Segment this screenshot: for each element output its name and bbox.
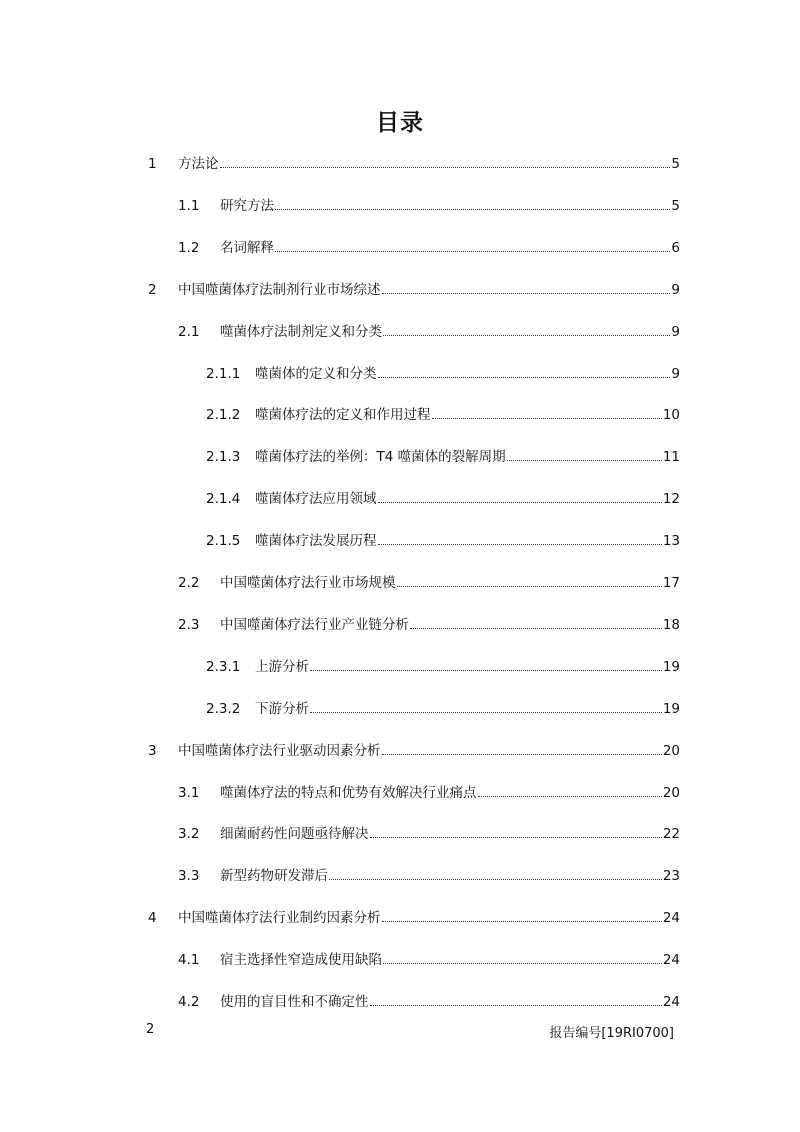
toc-entry-page: 24	[662, 994, 680, 1010]
toc-entry-page: 5	[671, 197, 680, 214]
toc-leader-dots	[397, 586, 662, 587]
toc-entry-number: 2.2	[178, 575, 200, 591]
footer-report-code: 报告编号[19RI0700]	[549, 1026, 674, 1041]
toc-leader-dots	[382, 754, 662, 755]
toc-entry[interactable]	[148, 152, 680, 174]
toc-leader-dots	[478, 796, 662, 797]
toc-leader-dots	[370, 1005, 662, 1006]
toc-entry-number: 2	[148, 281, 157, 298]
toc-leader-dots	[370, 837, 662, 838]
toc-entry[interactable]	[178, 948, 680, 970]
toc-entry-number: 2.3.1	[206, 658, 241, 675]
toc-entry-number: 2.3	[178, 616, 200, 633]
toc-leader-dots	[310, 670, 662, 671]
toc-entry-title: 中国噬菌体疗法制剂行业市场综述	[178, 281, 381, 298]
toc-leader-dots	[382, 293, 671, 294]
footer-page-number: 2	[146, 1022, 155, 1037]
toc-entry-number: 1.1	[178, 197, 200, 214]
toc-entry[interactable]	[206, 655, 680, 677]
toc-entry-page: 20	[662, 784, 680, 801]
toc-entry-title: 方法论	[178, 156, 219, 172]
toc-entry-title: 上游分析	[255, 658, 309, 675]
toc-entry-number: 2.1.3	[206, 449, 241, 466]
toc-leader-dots	[507, 460, 662, 461]
toc-entry[interactable]	[206, 445, 680, 467]
toc-entry-title: 使用的盲目性和不确定性	[220, 994, 369, 1010]
toc-leader-dots	[275, 251, 670, 252]
toc-entry-title: 中国噬菌体疗法行业市场规模	[220, 575, 396, 591]
toc-entry[interactable]	[178, 236, 680, 258]
toc-entry-page: 17	[662, 575, 680, 591]
toc-entry-page: 10	[662, 407, 680, 424]
toc-leader-dots	[383, 335, 670, 336]
toc-entry-title: 新型药物研发滞后	[220, 868, 328, 885]
toc-entry-title: 噬菌体疗法应用领域	[255, 491, 377, 508]
toc-leader-dots	[220, 167, 671, 168]
toc-entry[interactable]	[178, 194, 680, 216]
toc-entry-title: 下游分析	[255, 700, 309, 717]
toc-leader-dots	[383, 963, 662, 964]
toc-leader-dots	[432, 418, 662, 419]
toc-leader-dots	[378, 502, 662, 503]
toc-entry[interactable]	[178, 571, 680, 593]
toc-entry-page: 12	[662, 491, 680, 508]
toc-entry[interactable]	[148, 278, 680, 300]
toc-leader-dots	[329, 879, 662, 880]
toc-entry-title: 中国噬菌体疗法行业驱动因素分析	[178, 742, 381, 759]
toc-leader-dots	[378, 377, 671, 378]
toc-entry-number: 1.2	[178, 239, 200, 256]
toc-leader-dots	[378, 544, 662, 545]
toc-entry-title: 研究方法	[220, 197, 274, 214]
page-title: 目录	[376, 110, 424, 136]
toc-entry-number: 2.1.4	[206, 491, 241, 508]
toc-entry-title: 噬菌体疗法发展历程	[255, 533, 377, 550]
toc-entry-page: 9	[671, 365, 680, 382]
toc-entry-title: 名词解释	[220, 239, 274, 256]
toc-entry-page: 13	[662, 533, 680, 550]
toc-entry[interactable]	[178, 864, 680, 886]
toc-leader-dots	[382, 921, 662, 922]
toc-entry[interactable]	[178, 822, 680, 844]
toc-entry-number: 3.1	[178, 784, 200, 801]
toc-entry-number: 4.2	[178, 994, 200, 1010]
toc-entry-title: 噬菌体疗法的定义和作用过程	[255, 407, 431, 424]
toc-entry-number: 3.3	[178, 868, 200, 885]
toc-entry[interactable]	[206, 487, 680, 509]
toc-entry-title: 宿主选择性窄造成使用缺陷	[220, 952, 382, 969]
page-footer	[146, 1022, 674, 1041]
toc-entry[interactable]	[206, 529, 680, 551]
toc-entry-title: 噬菌体疗法制剂定义和分类	[220, 323, 382, 340]
toc-entry-number: 3	[148, 742, 157, 759]
toc-entry[interactable]	[148, 739, 680, 761]
toc-entry-title: 中国噬菌体疗法行业产业链分析	[220, 616, 409, 633]
toc-entry[interactable]	[178, 613, 680, 635]
toc-entry-number: 2.3.2	[206, 700, 241, 717]
toc-entry-number: 2.1.5	[206, 533, 241, 550]
toc-entry-page: 5	[671, 156, 680, 172]
toc-entry-title: 中国噬菌体疗法行业制约因素分析	[178, 910, 381, 927]
toc-entry-page: 24	[662, 910, 680, 927]
toc-entry-page: 24	[662, 952, 680, 969]
toc-entry[interactable]	[206, 362, 680, 384]
toc-entry-number: 2.1.1	[206, 365, 241, 382]
toc-entry[interactable]	[178, 320, 680, 342]
toc-entry-page: 22	[662, 826, 680, 843]
toc-entry-number: 4	[148, 910, 157, 927]
toc-entry-page: 18	[662, 616, 680, 633]
toc-entry-page: 9	[671, 323, 680, 340]
toc-entry-page: 11	[662, 449, 680, 466]
toc-entry-page: 19	[662, 700, 680, 717]
toc-leader-dots	[410, 628, 662, 629]
toc-entry-number: 2.1.2	[206, 407, 241, 424]
toc-entry-title: 噬菌体疗法的举例：T4 噬菌体的裂解周期	[255, 449, 506, 466]
toc-entry-number: 1	[148, 156, 157, 172]
toc-entry[interactable]	[178, 781, 680, 803]
toc-entry-page: 20	[662, 742, 680, 759]
toc-leader-dots	[275, 209, 670, 210]
toc-entry-number: 2.1	[178, 323, 200, 340]
toc-entry-page: 6	[671, 239, 680, 256]
toc-entry-number: 3.2	[178, 826, 200, 843]
toc-entry-page: 9	[671, 281, 680, 298]
toc-entry-page: 23	[662, 868, 680, 885]
toc-entry-page: 19	[662, 658, 680, 675]
toc-entry-title: 细菌耐药性问题亟待解决	[220, 826, 369, 843]
toc-entry[interactable]	[206, 697, 680, 719]
toc-entry-title: 噬菌体疗法的特点和优势有效解决行业痛点	[220, 784, 477, 801]
toc-entry[interactable]	[148, 906, 680, 928]
toc-entry[interactable]	[206, 403, 680, 425]
toc-entry[interactable]	[178, 990, 680, 1012]
toc-entry-title: 噬菌体的定义和分类	[255, 365, 377, 382]
toc-leader-dots	[310, 712, 662, 713]
toc-entry-number: 4.1	[178, 952, 200, 969]
